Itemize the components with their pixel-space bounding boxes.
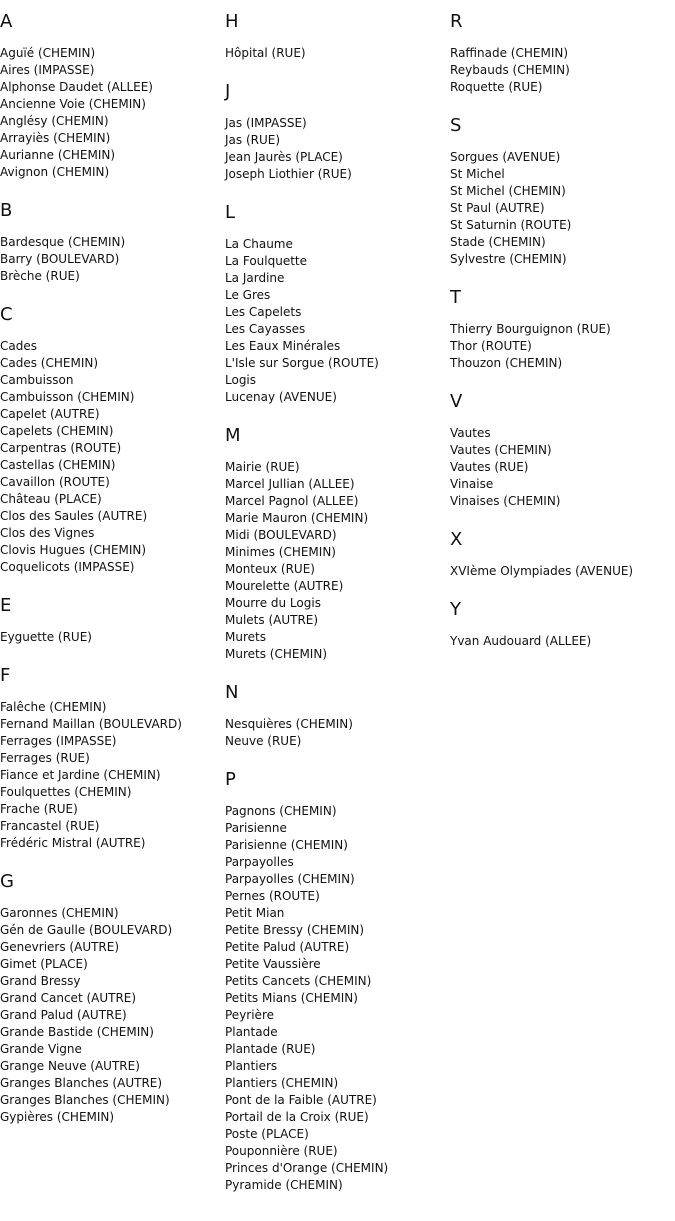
letter-heading: G (0, 871, 14, 892)
street-item: Mourre du Logis (225, 596, 321, 610)
street-item: Les Eaux Minérales (225, 339, 341, 353)
letter-heading: C (0, 304, 13, 325)
street-list (225, 115, 450, 183)
street-item: Grand Cancet (AUTRE) (0, 991, 137, 1005)
street-item: Petits Cancets (CHEMIN) (225, 974, 372, 988)
street-item: Cades (0, 339, 37, 353)
street-item: Capelets (CHEMIN) (0, 424, 114, 438)
street-item: Grand Bressy (0, 974, 81, 988)
street-item: Sylvestre (CHEMIN) (450, 252, 567, 266)
letter-section-s (450, 115, 675, 268)
letter-heading: F (0, 665, 11, 686)
street-item: Mourelette (AUTRE) (225, 579, 344, 593)
street-item: Clos des Saules (AUTRE) (0, 509, 148, 523)
street-item: Aires (IMPASSE) (0, 63, 95, 77)
street-item: Ferrages (RUE) (0, 751, 90, 765)
letter-section-j (225, 81, 450, 183)
street-item: XVIème Olympiades (AVENUE) (450, 564, 634, 578)
letter-section-g (0, 871, 225, 1126)
street-item: Pont de la Faible (AUTRE) (225, 1093, 377, 1107)
street-item: Mulets (AUTRE) (225, 613, 319, 627)
street-item: Ancienne Voie (CHEMIN) (0, 97, 146, 111)
street-item: Pagnons (CHEMIN) (225, 804, 337, 818)
index-column-2 (225, 0, 450, 1194)
street-list (0, 629, 225, 646)
street-item: Neuve (RUE) (225, 734, 302, 748)
street-item: Cambuisson (0, 373, 74, 387)
street-list (225, 803, 450, 1194)
letter-section-f (0, 665, 225, 852)
street-item: Gypières (CHEMIN) (0, 1110, 115, 1124)
street-item: Monteux (RUE) (225, 562, 315, 576)
street-item: Gimet (PLACE) (0, 957, 88, 971)
letter-section-y (450, 599, 675, 650)
street-list (450, 321, 675, 372)
street-item: Minimes (CHEMIN) (225, 545, 336, 559)
letter-heading: X (450, 529, 463, 550)
letter-heading: R (450, 11, 463, 32)
street-item: Parisienne (CHEMIN) (225, 838, 348, 852)
street-item: Aguïé (CHEMIN) (0, 46, 96, 60)
street-item: Brèche (RUE) (0, 269, 80, 283)
letter-heading: T (450, 287, 461, 308)
letter-section-v (450, 391, 675, 510)
street-item: Aurianne (CHEMIN) (0, 148, 116, 162)
letter-section-b (0, 200, 225, 285)
street-item: Pernes (ROUTE) (225, 889, 320, 903)
street-item: Poste (PLACE) (225, 1127, 309, 1141)
street-item: Clos des Vignes (0, 526, 95, 540)
street-item: L'Isle sur Sorgue (ROUTE) (225, 356, 379, 370)
street-item: Granges Blanches (CHEMIN) (0, 1093, 170, 1107)
letter-section-m (225, 425, 450, 663)
street-item: Joseph Liothier (RUE) (225, 167, 352, 181)
letter-heading: A (0, 11, 13, 32)
letter-heading: J (225, 81, 231, 102)
street-item: Thor (ROUTE) (450, 339, 532, 353)
index-column-1 (0, 0, 225, 1126)
street-item: Roquette (RUE) (450, 80, 543, 94)
street-item: Garonnes (CHEMIN) (0, 906, 119, 920)
street-item: Plantade (RUE) (225, 1042, 316, 1056)
street-item: Plantade (225, 1025, 278, 1039)
street-item: Petite Palud (AUTRE) (225, 940, 350, 954)
street-item: Fiance et Jardine (CHEMIN) (0, 768, 161, 782)
street-item: Petite Bressy (CHEMIN) (225, 923, 365, 937)
letter-section-p (225, 769, 450, 1194)
street-list (225, 459, 450, 663)
street-list (450, 45, 675, 96)
street-item: Avignon (CHEMIN) (0, 165, 110, 179)
street-item: Jean Jaurès (PLACE) (225, 150, 343, 164)
index-column-3 (450, 0, 675, 650)
street-item: St Michel (450, 167, 505, 181)
street-item: Les Capelets (225, 305, 302, 319)
street-item: Marie Mauron (CHEMIN) (225, 511, 369, 525)
letter-heading: L (225, 202, 236, 223)
street-item: Grand Palud (AUTRE) (0, 1008, 127, 1022)
street-item: Le Gres (225, 288, 271, 302)
street-item: Coquelicots (IMPASSE) (0, 560, 135, 574)
street-item: Marcel Jullian (ALLEE) (225, 477, 355, 491)
street-item: St Paul (AUTRE) (450, 201, 545, 215)
letter-heading: S (450, 115, 462, 136)
street-item: Plantiers (CHEMIN) (225, 1076, 339, 1090)
street-list (450, 425, 675, 510)
street-item: Parpayolles (225, 855, 294, 869)
street-item: Granges Blanches (AUTRE) (0, 1076, 163, 1090)
street-item: St Michel (CHEMIN) (450, 184, 566, 198)
letter-section-e (0, 595, 225, 646)
street-item: Yvan Audouard (ALLEE) (450, 634, 592, 648)
street-item: Vautes (RUE) (450, 460, 529, 474)
letter-section-h (225, 11, 450, 62)
street-item: Les Cayasses (225, 322, 306, 336)
street-item: Vinaise (450, 477, 494, 491)
street-item: Petit Mian (225, 906, 285, 920)
street-item: Stade (CHEMIN) (450, 235, 546, 249)
street-item: Thouzon (CHEMIN) (450, 356, 563, 370)
letter-heading: V (450, 391, 463, 412)
street-item: Fernand Maillan (BOULEVARD) (0, 717, 182, 731)
street-item: Pouponnière (RUE) (225, 1144, 338, 1158)
street-item: Parpayolles (CHEMIN) (225, 872, 355, 886)
street-item: Alphonse Daudet (ALLEE) (0, 80, 153, 94)
street-item: Lucenay (AVENUE) (225, 390, 337, 404)
letter-heading: B (0, 200, 13, 221)
letter-heading: P (225, 769, 236, 790)
letter-section-a (0, 11, 225, 181)
street-item: Raffinade (CHEMIN) (450, 46, 569, 60)
street-list (0, 45, 225, 181)
street-item: Château (PLACE) (0, 492, 102, 506)
street-list (450, 149, 675, 268)
street-item: Nesquières (CHEMIN) (225, 717, 353, 731)
letter-heading: E (0, 595, 12, 616)
street-item: Portail de la Croix (RUE) (225, 1110, 369, 1124)
street-item: Princes d'Orange (CHEMIN) (225, 1161, 389, 1175)
street-item: Castellas (CHEMIN) (0, 458, 116, 472)
street-item: Gén de Gaulle (BOULEVARD) (0, 923, 173, 937)
letter-heading: M (225, 425, 241, 446)
street-item: Thierry Bourguignon (RUE) (450, 322, 611, 336)
letter-section-c (0, 304, 225, 576)
street-item: Jas (IMPASSE) (225, 116, 307, 130)
letter-section-r (450, 11, 675, 96)
street-item: Vinaises (CHEMIN) (450, 494, 561, 508)
street-item: Grande Vigne (0, 1042, 82, 1056)
street-item: La Chaume (225, 237, 293, 251)
letter-heading: N (225, 682, 239, 703)
street-item: Petits Mians (CHEMIN) (225, 991, 358, 1005)
street-item: Frache (RUE) (0, 802, 78, 816)
street-item: Genevriers (AUTRE) (0, 940, 120, 954)
street-item: Murets (CHEMIN) (225, 647, 327, 661)
street-item: Marcel Pagnol (ALLEE) (225, 494, 359, 508)
street-list (0, 905, 225, 1126)
street-list (0, 234, 225, 285)
street-item: La Foulquette (225, 254, 308, 268)
street-item: Clovis Hugues (CHEMIN) (0, 543, 147, 557)
street-item: Pyramide (CHEMIN) (225, 1178, 343, 1192)
street-list (225, 236, 450, 406)
street-list (0, 699, 225, 852)
street-list (450, 633, 675, 650)
street-item: Mairie (RUE) (225, 460, 300, 474)
letter-section-n (225, 682, 450, 750)
street-item: Petite Vaussière (225, 957, 321, 971)
street-item: Sorgues (AVENUE) (450, 150, 561, 164)
street-item: Eyguette (RUE) (0, 630, 92, 644)
street-item: Frédéric Mistral (AUTRE) (0, 836, 146, 850)
street-item: Foulquettes (CHEMIN) (0, 785, 132, 799)
street-item: Anglésy (CHEMIN) (0, 114, 109, 128)
street-item: Ferrages (IMPASSE) (0, 734, 117, 748)
street-item: Grange Neuve (AUTRE) (0, 1059, 140, 1073)
letter-section-x (450, 529, 675, 580)
street-item: Murets (225, 630, 266, 644)
letter-section-t (450, 287, 675, 372)
street-item: Capelet (AUTRE) (0, 407, 100, 421)
street-item: Peyrière (225, 1008, 274, 1022)
street-item: Midi (BOULEVARD) (225, 528, 337, 542)
street-item: Reybauds (CHEMIN) (450, 63, 570, 77)
street-item: Cavaillon (ROUTE) (0, 475, 110, 489)
street-item: Jas (RUE) (225, 133, 281, 147)
street-list (0, 338, 225, 576)
street-item: Bardesque (CHEMIN) (0, 235, 126, 249)
street-item: Cambuisson (CHEMIN) (0, 390, 135, 404)
street-list (225, 45, 450, 62)
street-item: Plantiers (225, 1059, 278, 1073)
street-item: Grande Bastide (CHEMIN) (0, 1025, 154, 1039)
street-item: Carpentras (ROUTE) (0, 441, 122, 455)
letter-heading: H (225, 11, 239, 32)
street-item: La Jardine (225, 271, 285, 285)
street-item: Cades (CHEMIN) (0, 356, 99, 370)
street-item: Francastel (RUE) (0, 819, 100, 833)
street-item: Falêche (CHEMIN) (0, 700, 107, 714)
letter-section-l (225, 202, 450, 406)
letter-heading: Y (450, 599, 461, 620)
street-item: St Saturnin (ROUTE) (450, 218, 572, 232)
street-list (450, 563, 675, 580)
street-item: Vautes (450, 426, 491, 440)
street-item: Arrayiès (CHEMIN) (0, 131, 111, 145)
street-item: Barry (BOULEVARD) (0, 252, 120, 266)
street-item: Vautes (CHEMIN) (450, 443, 552, 457)
street-item: Hôpital (RUE) (225, 46, 306, 60)
street-item: Logis (225, 373, 257, 387)
street-item: Parisienne (225, 821, 287, 835)
street-list (225, 716, 450, 750)
